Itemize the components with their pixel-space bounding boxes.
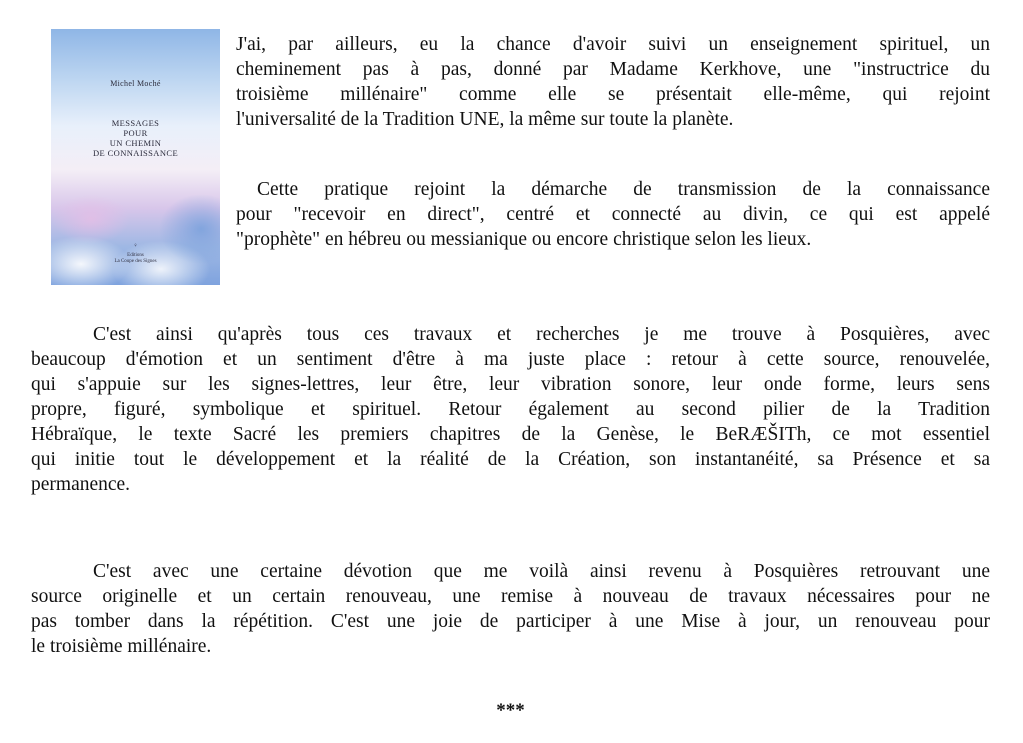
- cover-title-line: DE CONNAISSANCE: [92, 148, 179, 158]
- text-line: cheminement pas à pas, donné par Madame Kerkhove, une "instructrice du: [236, 59, 990, 80]
- cover-publisher-line: Editions: [127, 253, 144, 258]
- cover-title-line: POUR: [123, 128, 148, 138]
- text-line: Cette pratique rejoint la démarche de transmission de la connaissance: [257, 179, 990, 200]
- text-line: "prophète" en hébreu ou messianique ou encore christique selon les lieux.: [236, 229, 812, 250]
- text-line: Hébraïque, le texte Sacré les premiers chapitres de la Genèse, le BeRÆŠITh, ce mot essentiel: [31, 424, 990, 445]
- text-line: C'est avec une certaine dévotion que me voilà ainsi revenu à Posquières retrouvant une: [93, 561, 990, 582]
- text-line: C'est ainsi qu'après tous ces travaux et recherches je me trouve à Posquières, avec: [93, 324, 990, 345]
- text-line: source originelle et un certain renouveau, une remise à nouveau de travaux nécessaires pour ne: [31, 586, 990, 607]
- separator-text: ***: [496, 700, 525, 721]
- text-line: qui initie tout le développement et la réalité de la Création, son instantanéité, sa Présence et sa: [31, 449, 990, 470]
- text-line: pour "recevoir en direct", centré et connecté au divin, ce qui est appelé: [236, 204, 990, 225]
- text-line: troisième millénaire" comme elle se présentait elle-même, qui rejoint: [236, 84, 990, 105]
- paragraph-2: [236, 177, 990, 252]
- book-cover-image: [51, 29, 220, 285]
- cover-title: [51, 118, 220, 158]
- cover-emblem-icon: ♀: [133, 243, 138, 249]
- text-line: qui s'appuie sur les signes-lettres, leur être, leur vibration sonore, leur onde forme, leurs sens: [31, 374, 990, 395]
- text-line: permanence.: [31, 474, 131, 495]
- text-line: pas tomber dans la répétition. C'est une joie de participer à une Mise à jour, un renouveau pour: [31, 611, 990, 632]
- cover-author: Michel Moché: [110, 79, 161, 88]
- text-line: J'ai, par ailleurs, eu la chance d'avoir suivi un enseignement spirituel, un: [236, 34, 990, 55]
- cover-title-line: MESSAGES: [111, 118, 160, 128]
- section-separator: [0, 700, 1023, 722]
- text-line: le troisième millénaire.: [31, 636, 212, 657]
- paragraph-3: [31, 322, 990, 497]
- cover-publisher: [51, 253, 220, 265]
- paragraph-4: [31, 559, 990, 659]
- cover-publisher-line: La Coupe des Signes: [114, 259, 157, 264]
- text-line: propre, figuré, symbolique et spirituel. Retour également au second pilier de la Tradition: [31, 399, 990, 420]
- text-line: beaucoup d'émotion et un sentiment d'être à ma juste place : retour à cette source, renouvelée,: [31, 349, 990, 370]
- cover-title-line: UN CHEMIN: [109, 138, 162, 148]
- paragraph-1: [236, 32, 990, 132]
- text-line: l'universalité de la Tradition UNE, la même sur toute la planète.: [236, 109, 734, 130]
